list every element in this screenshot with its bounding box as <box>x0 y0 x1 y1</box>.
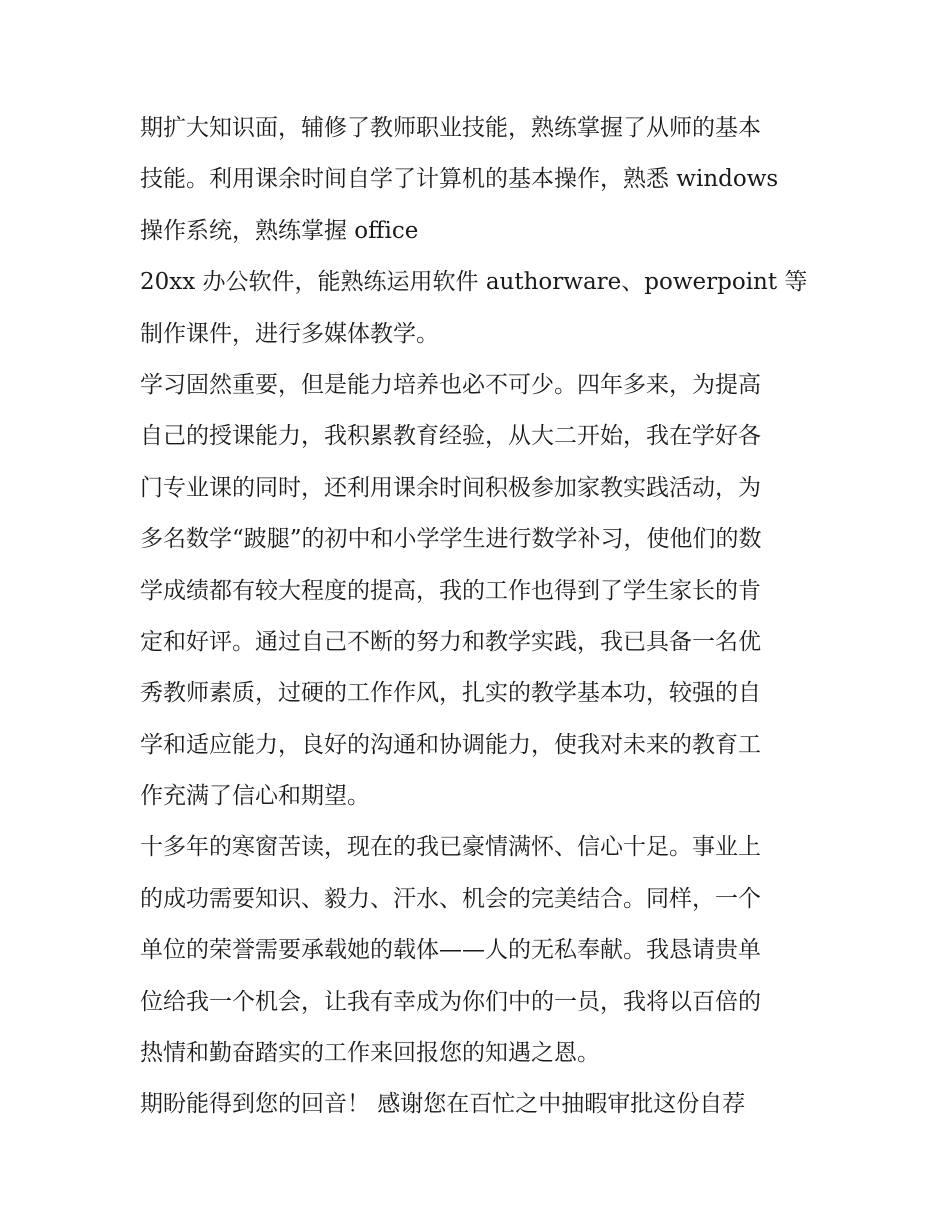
text-line: 技能。利用课余时间自学了计算机的基本操作，熟悉 windows <box>140 166 779 193</box>
text-line: 自己的授课能力，我积累教育经验，从大二开始，我在学好各 <box>140 423 761 450</box>
document-body <box>140 103 820 1131</box>
text-line: 多名数学“跛腿”的初中和小学学生进行数学补习，使他们的数 <box>140 526 762 553</box>
text-line: 作充满了信心和期望。 <box>140 783 370 810</box>
text-line: 门专业课的同时，还利用课余时间积极参加家教实践活动，为 <box>140 474 761 501</box>
text-line: 定和好评。通过自己不断的努力和教学实践，我已具备一名优 <box>140 628 761 655</box>
text-line: 期盼能得到您的回音！ 感谢您在百忙之中抽暇审批这份自荐 <box>140 1091 746 1118</box>
text-line: 热情和勤奋踏实的工作来回报您的知遇之恩。 <box>140 1040 600 1067</box>
text-line: 学成绩都有较大程度的提高，我的工作也得到了学生家长的肯 <box>140 577 761 604</box>
text-line: 单位的荣誉需要承载她的载体——人的无私奉献。我恳请贵单 <box>140 937 761 964</box>
text-line: 20xx 办公软件，能熟练运用软件 authorware、powerpoint 等 <box>140 269 808 296</box>
text-line: 的成功需要知识、毅力、汗水、机会的完美结合。同样，一个 <box>140 885 761 912</box>
text-line: 位给我一个机会，让我有幸成为你们中的一员，我将以百倍的 <box>140 988 761 1015</box>
text-line: 秀教师素质，过硬的工作作风，扎实的教学基本功，较强的自 <box>140 680 761 707</box>
text-line: 学习固然重要，但是能力培养也必不可少。四年多来，为提高 <box>140 371 761 398</box>
text-line: 学和适应能力，良好的沟通和协调能力，使我对未来的教育工 <box>140 731 761 758</box>
text-line: 期扩大知识面，辅修了教师职业技能，熟练掌握了从师的基本 <box>140 115 761 141</box>
text-line: 操作系统，熟练掌握 office <box>140 217 419 244</box>
text-line: 制作课件，进行多媒体教学。 <box>140 320 439 347</box>
text-line: 十多年的寒窗苦读，现在的我已豪情满怀、信心十足。事业上 <box>140 834 761 861</box>
